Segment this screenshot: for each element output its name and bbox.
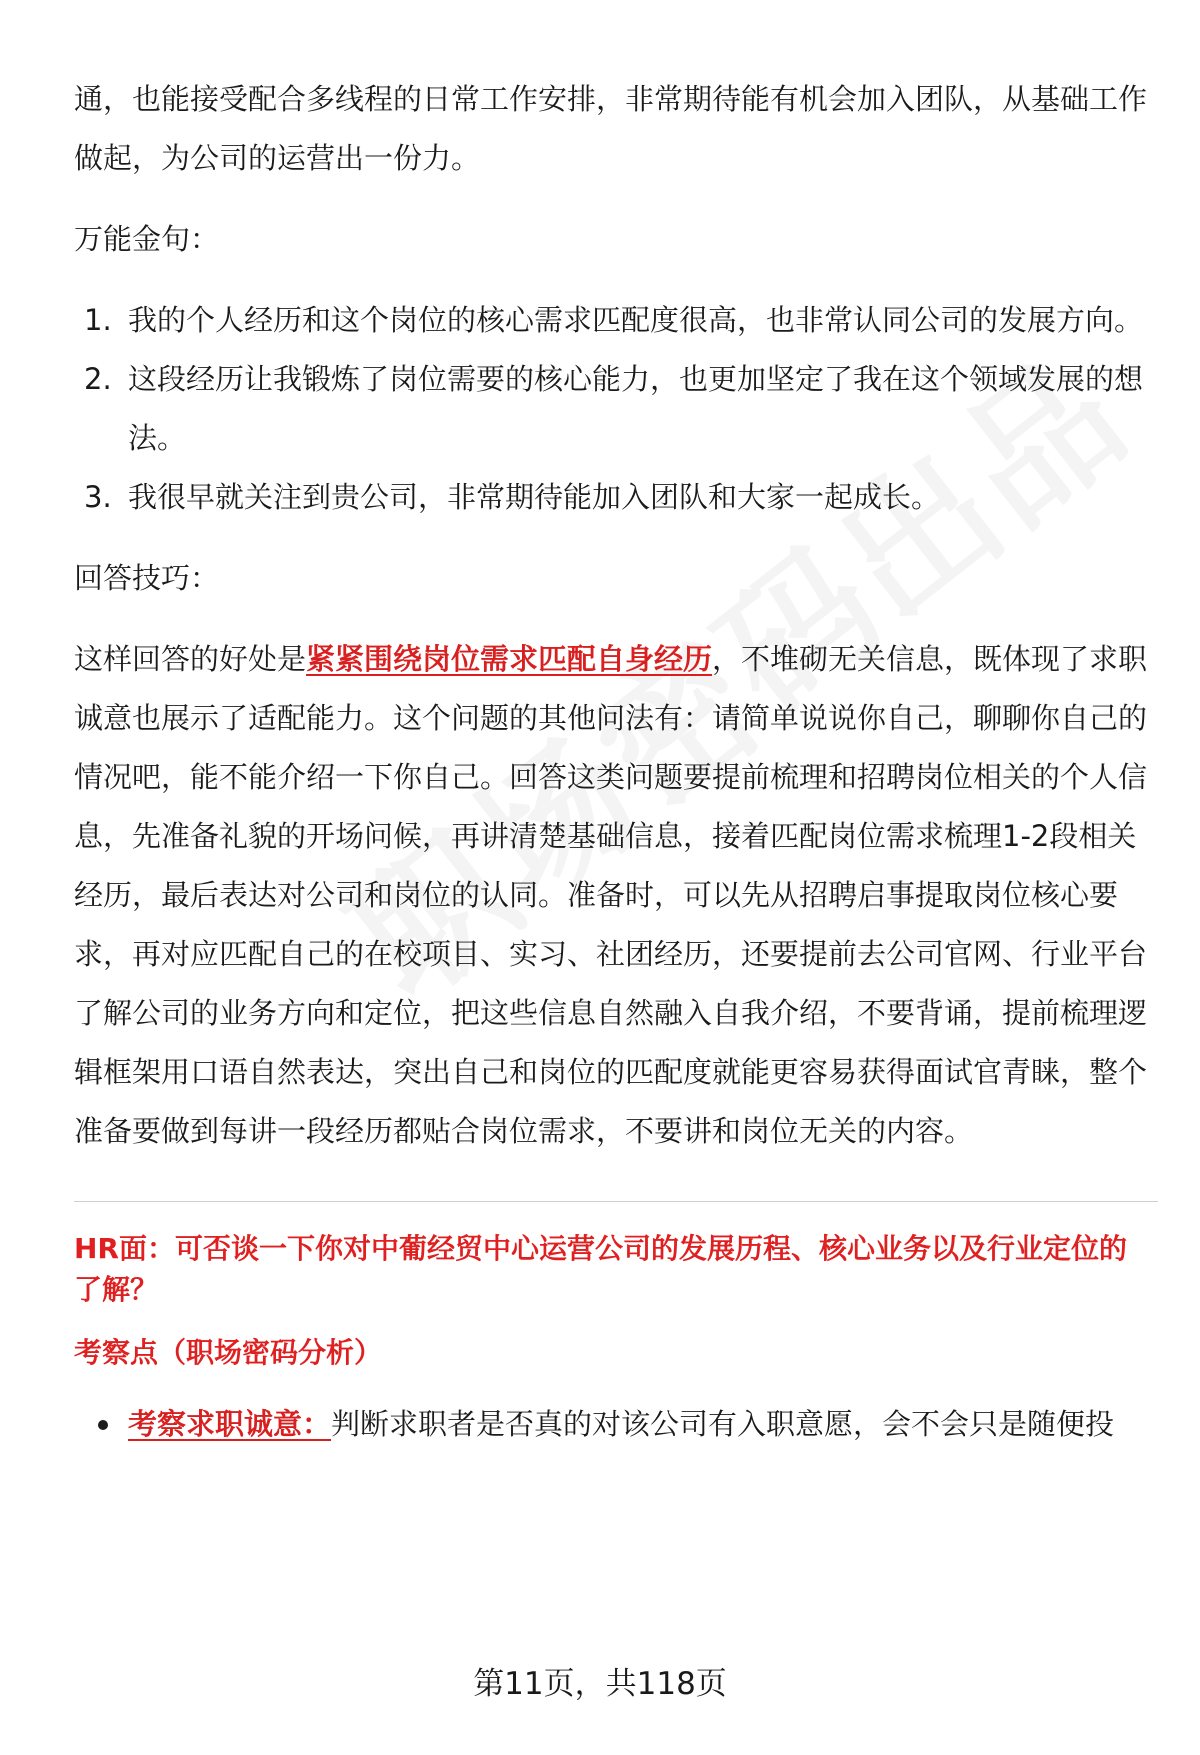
list-item (74, 468, 1154, 527)
answer-tips-label: 回答技巧： (74, 561, 220, 595)
answer-tips-rest: ，不堆砌无关信息，既体现了求职诚意也展示了适配能力。这个问题的其他问法有：请简单说说你自己，聊聊你自己的情况吧，能不能介绍一下你自己。回答这类问题要提前梳理和招聘岗位相关的个人信息，先准备礼貌的开场问候，再讲清楚基础信息，接着匹配岗位需求梳理1-2段相关经历，最后表达对公司和岗位的认同。准备时，可以先从招聘启事提取岗位核心要求，再对应匹配自己的在校项目、实习、社团经历，还要提前去公司官网、行业平台了解公司的业务方向和定位，把这些信息自然融入自我介绍，不要背诵，提前梳理逻辑框架用口语自然表达，突出自己和岗位的匹配度就能更容易获得面试官青睐，整个准备要做到每讲一段经历都贴合岗位需求，不要讲和岗位无关的内容。 (74, 642, 1148, 1148)
hr-question-heading: HR面：可否谈一下你对中葡经贸中心运营公司的发展历程、核心业务以及行业定位的了解？ (74, 1232, 1127, 1306)
list-item (74, 1395, 1154, 1454)
page-footer: 第11页，共118页 (473, 1666, 727, 1702)
list-item-text: 我很早就关注到贵公司，非常期待能加入团队和大家一起成长。 (128, 480, 941, 514)
list-number: 2. (84, 362, 112, 396)
bullet-dot-icon (98, 1420, 108, 1430)
list-item-text: 这段经历让我锻炼了岗位需要的核心能力，也更加坚定了我在这个领域发展的想法。 (128, 362, 1144, 455)
list-item (74, 350, 1154, 468)
list-item-text: 我的个人经历和这个岗位的核心需求匹配度很高，也非常认同公司的发展方向。 (128, 303, 1144, 337)
list-number: 1. (84, 303, 112, 337)
section-divider (74, 1201, 1158, 1202)
list-item (74, 291, 1154, 350)
answer-tips-prefix: 这样回答的好处是 (74, 642, 307, 676)
intro-paragraph: 通，也能接受配合多线程的日常工作安排，非常期待能有机会加入团队，从基础工作做起，为公司的运营出一份力。 (74, 82, 1148, 175)
answer-tips-paragraph (74, 630, 1154, 1161)
answer-tips-highlight: 紧紧围绕岗位需求匹配自身经历 (306, 642, 713, 676)
list-number: 3. (84, 480, 112, 514)
assessment-point-text: 判断求职者是否真的对该公司有入职意愿，会不会只是随便投 (331, 1407, 1115, 1441)
golden-sentences-list (74, 291, 1154, 527)
golden-sentences-label: 万能金句： (74, 222, 220, 256)
assessment-point-label: 考察求职诚意： (128, 1407, 332, 1441)
assessment-title: 考察点（职场密码分析） (74, 1336, 383, 1369)
page-content (74, 70, 1154, 1454)
assessment-points (74, 1395, 1154, 1454)
